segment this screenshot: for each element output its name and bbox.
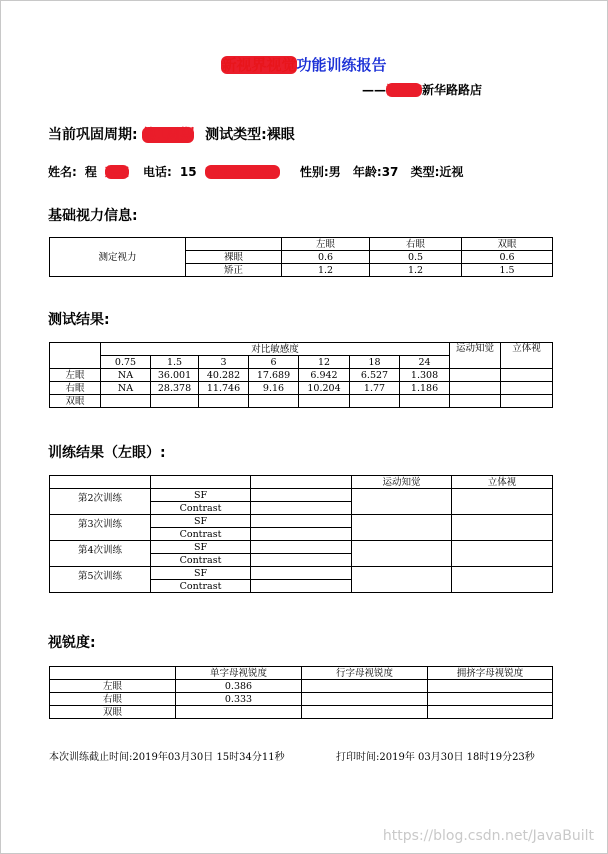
freq-label: 3: [199, 356, 249, 369]
subtitle-tail: 路店: [458, 83, 483, 97]
title-redacted: 新视界视觉: [221, 56, 297, 74]
cell: NA: [101, 369, 151, 382]
table-row: [50, 395, 553, 408]
basic-col-both: 双眼: [462, 238, 553, 251]
cell: 1.308: [400, 369, 450, 382]
test-type-value: 裸眼: [266, 127, 295, 143]
table-row: [50, 369, 553, 382]
test-heading: 测试结果:: [48, 312, 110, 328]
freq-label: 6: [249, 356, 299, 369]
cell: [352, 567, 452, 593]
freq-label: 24: [400, 356, 450, 369]
cell: [101, 395, 151, 408]
print-time: 打印时间:2019年 03月30日 18时19分23秒: [336, 752, 535, 763]
contrast-label: Contrast: [151, 580, 251, 593]
sf-label: SF: [151, 515, 251, 528]
cell: [428, 706, 553, 719]
name-visible: 程: [84, 165, 97, 179]
subtitle-mid: 新华路: [422, 83, 459, 97]
sf-label: SF: [151, 489, 251, 502]
freq-label: 1.5: [151, 356, 199, 369]
acuity-table: [49, 666, 553, 719]
cell: 双眼: [50, 395, 101, 408]
cell: 0.333: [176, 693, 302, 706]
cell: 1.186: [400, 382, 450, 395]
cycle-value: 第1周期: [142, 127, 195, 143]
cell: [299, 395, 350, 408]
freq-label: 12: [299, 356, 350, 369]
cell: 9.16: [249, 382, 299, 395]
cell: [302, 680, 428, 693]
cell: [251, 541, 352, 554]
sf-label: SF: [151, 541, 251, 554]
basic-row-label: 测定视力: [50, 238, 186, 277]
cell: [302, 706, 428, 719]
basic-vision-table: [49, 237, 553, 277]
motion-header: 运动知觉: [450, 343, 501, 369]
basic-heading: 基础视力信息:: [48, 208, 138, 224]
blank-cell: [186, 238, 282, 251]
session-label: 第2次训练: [50, 489, 151, 515]
cell: 双眼: [50, 706, 176, 719]
cell: [450, 382, 501, 395]
cell: [251, 502, 352, 515]
train-motion-header: 运动知觉: [352, 476, 452, 489]
cell: 裸眼: [186, 251, 282, 264]
cell: [428, 680, 553, 693]
blank-cell: [50, 343, 101, 369]
phone-label: 电话:: [143, 165, 172, 179]
contrast-label: Contrast: [151, 528, 251, 541]
cell: 1.2: [282, 264, 370, 277]
cell: [151, 395, 199, 408]
training-heading: 训练结果（左眼）:: [48, 445, 166, 461]
subtitle-redacted: 清远市: [386, 83, 423, 97]
cell: 0.386: [176, 680, 302, 693]
patient-gender: 性别:男: [299, 165, 341, 179]
cell: 左眼: [50, 680, 176, 693]
cell: [251, 489, 352, 502]
contrast-label: Contrast: [151, 502, 251, 515]
name-label: 姓名:: [48, 165, 77, 179]
cell: [428, 693, 553, 706]
cell: 40.282: [199, 369, 249, 382]
contrast-header: 对比敏感度: [101, 343, 450, 356]
freq-label: 18: [350, 356, 400, 369]
patient-phone: [143, 165, 288, 179]
acuity-col: 单字母视锐度: [176, 667, 302, 680]
acuity-col: 行字母视锐度: [302, 667, 428, 680]
subtitle-dash: ——: [362, 83, 386, 97]
cycle-label: 当前巩固周期:: [48, 127, 138, 143]
cell: [452, 515, 553, 541]
report-title: [0, 54, 608, 75]
cell: [50, 476, 151, 489]
cell: [501, 369, 553, 382]
session-label: 第4次训练: [50, 541, 151, 567]
cell: 1.77: [350, 382, 400, 395]
table-row: [50, 706, 553, 719]
session-label: 第5次训练: [50, 567, 151, 593]
sf-label: SF: [151, 567, 251, 580]
cell: [450, 395, 501, 408]
test-type-label: 测试类型:: [205, 127, 267, 143]
cell: [352, 541, 452, 567]
table-row: [50, 693, 553, 706]
report-subtitle: [362, 81, 482, 98]
patient-line: [48, 163, 471, 180]
cell: 0.6: [282, 251, 370, 264]
acuity-heading: 视锐度:: [48, 635, 96, 651]
test-results-table: [49, 342, 553, 408]
cell: 36.001: [151, 369, 199, 382]
cell: 矫正: [186, 264, 282, 277]
cell: 1.2: [370, 264, 462, 277]
cell: [251, 554, 352, 567]
cell: 10.204: [299, 382, 350, 395]
cell: 0.5: [370, 251, 462, 264]
table-row: [50, 489, 553, 502]
cell: [501, 382, 553, 395]
cell: 28.378: [151, 382, 199, 395]
cell: [450, 369, 501, 382]
cell: 1.5: [462, 264, 553, 277]
freq-label: 0.75: [101, 356, 151, 369]
cell: [400, 395, 450, 408]
cell: 11.746: [199, 382, 249, 395]
title-main: 功能训练报告: [296, 56, 387, 74]
patient-type: 类型:近视: [410, 165, 464, 179]
table-row: [50, 541, 553, 554]
cell: 左眼: [50, 369, 101, 382]
cell: [176, 706, 302, 719]
basic-col-right: 右眼: [370, 238, 462, 251]
cell: 6.942: [299, 369, 350, 382]
cell: [251, 580, 352, 593]
cell: [251, 476, 352, 489]
cell: 右眼: [50, 382, 101, 395]
patient-age: 年龄:37: [352, 165, 399, 179]
basic-col-left: 左眼: [282, 238, 370, 251]
name-redacted: 某某: [104, 165, 129, 179]
acuity-col: 拥挤字母视锐度: [428, 667, 553, 680]
cell: 右眼: [50, 693, 176, 706]
train-stereo-header: 立体视: [452, 476, 553, 489]
cell: [452, 567, 553, 593]
cell: [352, 515, 452, 541]
cell: [352, 489, 452, 515]
table-row: [50, 382, 553, 395]
cell: NA: [101, 382, 151, 395]
cell: [199, 395, 249, 408]
cell: 6.527: [350, 369, 400, 382]
stereo-header: 立体视: [501, 343, 553, 369]
cell: [350, 395, 400, 408]
cell: [302, 693, 428, 706]
training-table: [49, 475, 553, 593]
cell: [251, 515, 352, 528]
session-label: 第3次训练: [50, 515, 151, 541]
cell: [452, 541, 553, 567]
cell: [151, 476, 251, 489]
patient-name: [48, 165, 137, 179]
contrast-label: Contrast: [151, 554, 251, 567]
phone-visible: 15: [179, 165, 197, 179]
cell: [452, 489, 553, 515]
cell: [501, 395, 553, 408]
cell: [251, 528, 352, 541]
table-row: [50, 567, 553, 580]
cycle-line: [48, 124, 295, 144]
cell: [249, 395, 299, 408]
cell: [50, 667, 176, 680]
cell: 17.689: [249, 369, 299, 382]
watermark: https://blog.csdn.net/JavaBuilt: [382, 828, 594, 844]
table-row: [50, 680, 553, 693]
training-deadline: 本次训练截止时间:2019年03月30日 15时34分11秒: [49, 752, 285, 763]
table-row: [50, 515, 553, 528]
cell: 0.6: [462, 251, 553, 264]
cell: [251, 567, 352, 580]
phone-redacted: 100000000: [204, 165, 280, 179]
